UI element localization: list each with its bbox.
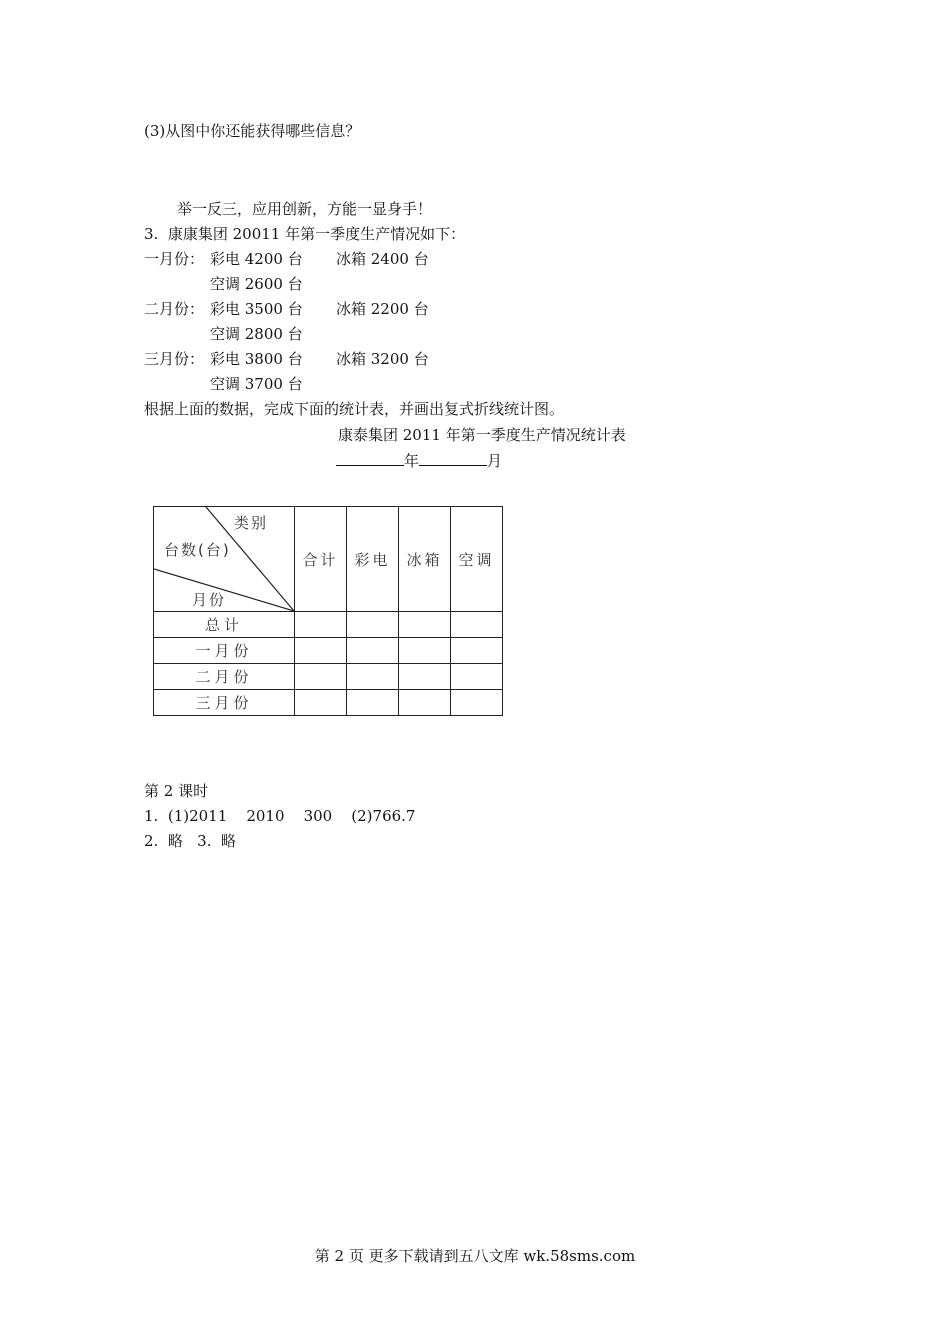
table-cell[interactable] — [295, 638, 347, 664]
table-cell[interactable] — [347, 690, 399, 716]
table-cell[interactable] — [347, 664, 399, 690]
motto: 举一反三，应用创新，方能一显身手！ — [177, 200, 433, 218]
table-cell[interactable] — [451, 638, 503, 664]
fridge-feb: 冰箱 2200 台 — [336, 300, 429, 318]
tv-mar: 彩电 3800 台 — [210, 350, 303, 368]
fridge-mar: 冰箱 3200 台 — [336, 350, 429, 368]
table-cell[interactable] — [451, 612, 503, 638]
table-title: 康泰集团 2011 年第一季度生产情况统计表 — [338, 426, 626, 444]
col-header-total: 合计 — [295, 507, 347, 612]
corner-units-label: 台数(台) — [164, 541, 231, 559]
table-cell[interactable] — [399, 638, 451, 664]
question-3: (3)从图中你还能获得哪些信息？ — [144, 122, 361, 140]
answers-line-2: 2. 略 3. 略 — [144, 832, 236, 850]
instruction: 根据上面的数据，完成下面的统计表，并画出复式折线统计图。 — [144, 400, 565, 418]
answers-heading: 第 2 课时 — [144, 782, 209, 800]
corner-category-label: 类别 — [234, 514, 269, 532]
month-blank[interactable] — [419, 451, 487, 466]
ac-jan: 空调 2600 台 — [210, 275, 303, 293]
year-label: 年 — [404, 452, 420, 470]
row-header-feb: 二月份 — [154, 664, 295, 690]
corner-month-label: 月份 — [192, 591, 227, 609]
col-header-tv: 彩电 — [347, 507, 399, 612]
row-header-mar: 三月份 — [154, 690, 295, 716]
page-footer: 第 2 页 更多下载请到五八文库 wk.58sms.com — [314, 1247, 636, 1265]
corner-header-cell — [154, 507, 295, 612]
ac-feb: 空调 2800 台 — [210, 325, 303, 343]
table-cell[interactable] — [451, 690, 503, 716]
table-cell[interactable] — [399, 612, 451, 638]
table-cell[interactable] — [347, 612, 399, 638]
fridge-jan: 冰箱 2400 台 — [336, 250, 429, 268]
col-header-fridge: 冰箱 — [399, 507, 451, 612]
row-header-jan: 一月份 — [154, 638, 295, 664]
row-header-total: 总计 — [154, 612, 295, 638]
table-cell[interactable] — [295, 690, 347, 716]
statistics-table — [153, 506, 503, 716]
tv-feb: 彩电 3500 台 — [210, 300, 303, 318]
table-cell[interactable] — [451, 664, 503, 690]
table-row — [154, 690, 503, 716]
year-blank[interactable] — [336, 451, 404, 466]
table-cell[interactable] — [399, 690, 451, 716]
col-header-ac: 空调 — [451, 507, 503, 612]
table-cell[interactable] — [295, 664, 347, 690]
month-label-mar: 三月份： — [144, 350, 205, 368]
tv-jan: 彩电 4200 台 — [210, 250, 303, 268]
table-cell[interactable] — [295, 612, 347, 638]
month-label: 月 — [487, 452, 503, 470]
answers-line-1: 1. (1)2011 2010 300 (2)766.7 — [144, 807, 416, 825]
table-row — [154, 612, 503, 638]
table-row — [154, 638, 503, 664]
month-label-feb: 二月份： — [144, 300, 205, 318]
table-cell[interactable] — [399, 664, 451, 690]
ac-mar: 空调 3700 台 — [210, 375, 303, 393]
problem-intro: 3. 康康集团 20011 年第一季度生产情况如下： — [144, 225, 466, 243]
month-label-jan: 一月份： — [144, 250, 205, 268]
table-header-row — [154, 507, 503, 612]
table-row — [154, 664, 503, 690]
table-cell[interactable] — [347, 638, 399, 664]
table-date-line — [336, 451, 502, 471]
